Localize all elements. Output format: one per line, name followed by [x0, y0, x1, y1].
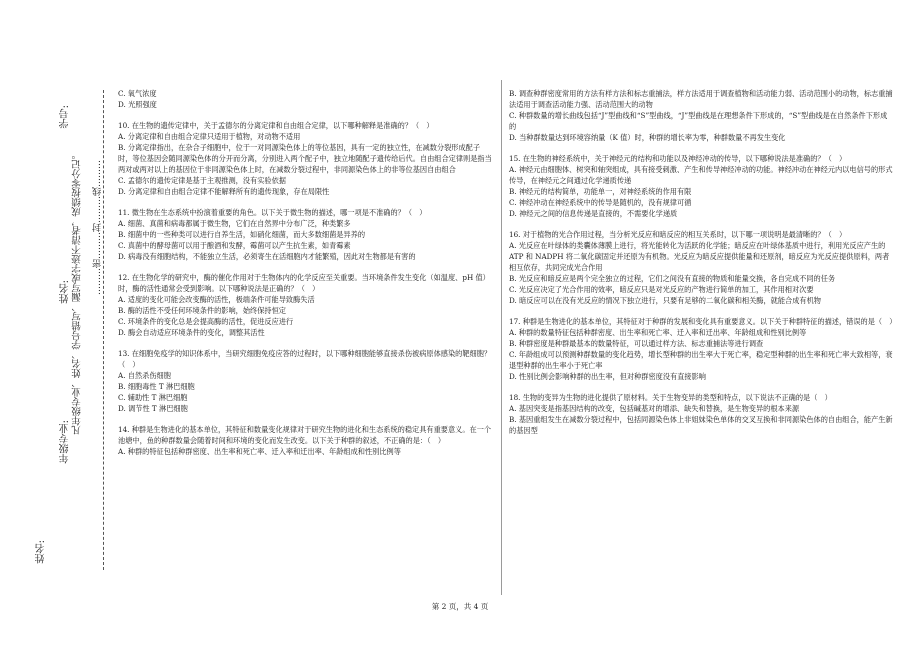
page-footer: 第 2 页，共 4 页 — [431, 602, 489, 611]
notice-text: 凡年级专业、姓名、学号错写、漏写或字迹不清者，成绩按零分记。 — [72, 150, 83, 435]
student-id-label: 学号: — [60, 105, 71, 129]
option: B. 光反应和暗反应是两个完全独立的过程，它们之间没有直接的物质和能量交换，各自完成不同的任务 — [509, 274, 836, 283]
binding-margin — [0, 0, 110, 651]
option: B. 分离定律指出，在杂合子细胞中，位于一对同源染色体上的等位基因，具有一定的独立性，在减数分裂形成配子时，等位基因会随同源染色体的分开而分离，分别进入两个配子中，独立地随配子遗传给后代。自由组合定律则是指当两对或两对以上的基因位于非同源染色体上时，在减数分裂过程中，非同源染色体上的非等位基因自由组合 — [118, 143, 492, 174]
name-label-2: 姓名: — [60, 280, 71, 304]
option: D. 调节性 T 淋巴细胞 — [118, 404, 188, 413]
option: A. 种群的数量特征包括种群密度、出生率和死亡率、迁入率和迁出率、年龄组成和性别比例等 — [509, 328, 807, 337]
q9-tail — [118, 88, 494, 110]
option: C. 辅助性 T 淋巴细胞 — [118, 393, 188, 402]
option: D. 病毒没有细胞结构，不能独立生活，必须寄生在活细胞内才能繁殖，因此对生物都是有害的 — [118, 252, 416, 261]
question-stem: 16. 对于植物的光合作用过程，当分析光反应和暗反应的相互关系时，以下哪一项说明是最清晰的？（ ） — [509, 230, 847, 239]
option: B. 酶的活性不受任何环境条件的影响，始终保持恒定 — [118, 306, 286, 315]
major-label: 年级专业: — [60, 420, 71, 464]
option: C. 光反应决定了光合作用的效率，暗反应只是对光反应的产物进行简单的加工，其作用相对次要 — [509, 285, 814, 294]
option: A. 神经元由细胞体、树突和轴突组成，具有接受刺激、产生和传导神经冲动的功能。神经冲动在神经元内以电信号的形式传导，在神经元之间通过化学递质传递 — [509, 165, 893, 185]
name-label: 姓名: — [36, 540, 47, 564]
option: C. 种群数量的增长曲线包括“J”型曲线和“S”型曲线，“J”型曲线是在理想条件下形成的，“S”型曲线是在自然条件下形成的 — [509, 111, 888, 131]
question-stem: 10. 在生物的遗传定律中，关于孟德尔的分离定律和自由组合定律，以下哪种解释是准确的？（ ） — [118, 121, 434, 130]
option: B. 基因重组发生在减数分裂过程中，包括同源染色体上非姐妹染色单体的交叉互换和非同源染色体的自由组合，能产生新的基因型 — [509, 415, 893, 435]
option: B. 神经元的结构简单，功能单一，对神经系统的作用有限 — [509, 187, 692, 196]
binding-dashed-line — [103, 90, 104, 570]
question-stem: 11. 微生物在生态系统中扮演着重要的角色。以下关于微生物的描述，哪一项是不准确的？（ ） — [118, 208, 427, 217]
option: D. 性别比例会影响种群的出生率，但对种群密度没有直接影响 — [509, 372, 706, 381]
question-13 — [118, 348, 494, 414]
question-15 — [509, 153, 893, 219]
question-14 — [118, 424, 494, 457]
option: A. 光反应在叶绿体的类囊体薄膜上进行，将光能转化为活跃的化学能；暗反应在叶绿体基质中进行，利用光反应产生的 ATP 和 NADPH 将二氧化碳固定并还原为有机物。光反应为暗反应提供能量和还原剂，暗反应为光反应提供原料，两者相互依存，共同完成光合作用 — [509, 241, 890, 272]
seal-line-text: ………密………封………线……… — [93, 160, 103, 295]
option: B. 种群密度是种群最基本的数量特征，可以通过样方法、标志重捕法等进行调查 — [509, 339, 764, 348]
question-stem: 14. 种群是生物进化的基本单位，其特征和数量变化规律对于研究生物的进化和生态系统的稳定具有重要意义。在一个池塘中，鱼的种群数量会随着时间和环境的变化而发生改变。以下关于种群的叙述，不正确的是：（ ） — [118, 425, 492, 445]
question-stem: 13. 在细胞免疫学的知识体系中，当研究细胞免疫应答的过程时，以下哪种细胞能够直接杀伤被病原体感染的靶细胞？（ ） — [118, 349, 492, 369]
option: D. 当种群数量达到环境容纳量（K 值）时，种群的增长率为零，种群数量不再发生变化 — [509, 133, 786, 142]
option: C. 孟德尔的遗传定律是基于主观推测，没有实验依据 — [118, 176, 286, 185]
option: B. 细菌中的一些种类可以进行自养生活，如硝化细菌，而大多数细菌是异养的 — [118, 230, 366, 239]
option: A. 细菌、真菌和病毒都属于微生物，它们在自然界中分布广泛，种类繁多 — [118, 219, 351, 228]
option: D. 酶会自动适应环境条件的变化，调整其活性 — [118, 328, 265, 337]
q14-tail — [509, 88, 893, 143]
option: A. 适度的变化可能会改变酶的活性，极端条件可能导致酶失活 — [118, 295, 315, 304]
option: C. 年龄组成可以预测种群数量的变化趋势，增长型种群的出生率大于死亡率，稳定型种群的出生率和死亡率大致相等，衰退型种群的出生率小于死亡率 — [509, 350, 893, 370]
option: A. 基因突变是指基因结构的改变，包括碱基对的增添、缺失和替换，是生物变异的根本来源 — [509, 404, 800, 413]
option: B. 调查种群密度常用的方法有样方法和标志重捕法，样方法适用于调查植物和活动能力弱、活动范围小的动物，标志重捕法适用于调查活动能力强、活动范围大的动物 — [509, 89, 893, 109]
option: D. 分离定律和自由组合定律不能解释所有的遗传现象，存在局限性 — [118, 187, 330, 196]
question-18 — [509, 392, 893, 436]
option: A. 分离定律和自由组合定律只适用于植物，对动物不适用 — [118, 132, 301, 141]
option: A. 自然杀伤细胞 — [118, 371, 171, 380]
option: A. 种群的特征包括种群密度、出生率和死亡率、迁入率和迁出率、年龄组成和性别比例等 — [118, 447, 401, 456]
question-10 — [118, 120, 494, 197]
question-17 — [509, 316, 897, 382]
left-column — [118, 88, 494, 467]
option: D. 神经元之间的信息传递是直接的，不需要化学递质 — [509, 209, 678, 218]
question-11 — [118, 207, 494, 262]
question-12 — [118, 272, 494, 338]
option: B. 细胞毒性 T 淋巴细胞 — [118, 382, 195, 391]
option: C. 环境条件的变化总是会提高酶的活性，促进反应进行 — [118, 317, 294, 326]
column-divider — [501, 80, 502, 595]
question-stem: 18. 生物的变异为生物的进化提供了原材料。关于生物变异的类型和特点，以下说法不正确的是（ ） — [509, 393, 832, 402]
question-stem: 12. 在生物化学的研究中，酶的催化作用对于生物体内的化学反应至关重要。当环境条件发生变化（如温度、pH 值）时，酶的活性通常会受到影响。以下哪种说法是正确的？（ ） — [118, 273, 490, 293]
option: C. 真菌中的酵母菌可以用于酿酒和发酵，霉菌可以产生抗生素，如青霉素 — [118, 241, 351, 250]
question-stem: 17. 种群是生物进化的基本单位，其特征对于种群的发展和变化具有重要意义。以下关于种群特征的描述，错误的是（ ） — [509, 317, 897, 326]
question-16 — [509, 229, 893, 306]
option: D. 暗反应可以在没有光反应的情况下独立进行，只要有足够的二氧化碳和相关酶，就能合成有机物 — [509, 296, 821, 305]
option: C. 氧气浓度 — [118, 89, 157, 98]
option: C. 神经冲动在神经系统中的传导是随机的，没有规律可循 — [509, 198, 692, 207]
option: D. 光照强度 — [118, 100, 157, 109]
right-column — [509, 88, 897, 446]
question-stem: 15. 在生物的神经系统中，关于神经元的结构和功能以及神经冲动的传导，以下哪种说法是准确的？（ ） — [509, 154, 847, 163]
